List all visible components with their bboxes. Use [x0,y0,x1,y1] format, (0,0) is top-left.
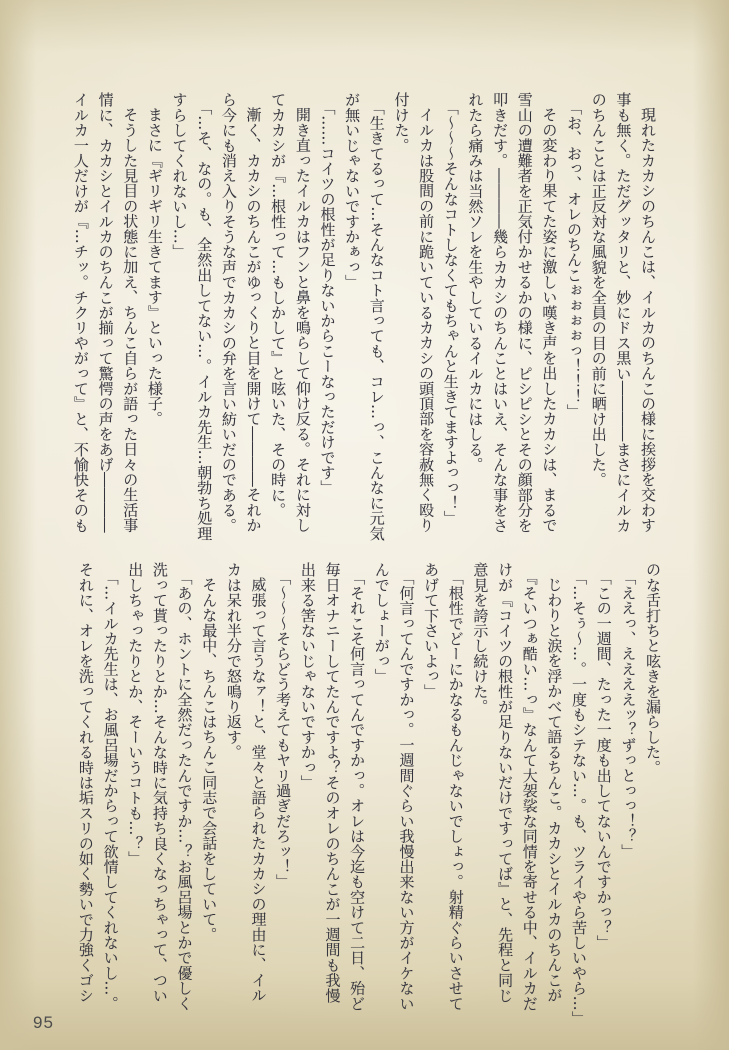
text-column: 「根性でどーにかなるもんじゃないでしょっ。射精ぐらいさせて [446,569,465,1011]
text-column: のな舌打ちと呟きを漏らした。 [644,562,662,775]
text-column: イルカは股間の前に跪いているカカシの頭頂部を容赦無く殴り [417,107,436,533]
text-column: 「…そ、なの。も、全然出してない…。イルカ先生…朝勃ち処理 [195,99,214,541]
text-column: 『そいつぁ酷い…っ』なんて大袈裟な同情を寄せる中、イルカだ [520,569,539,1011]
text-column: 意見を誇示し続けた。 [471,562,490,714]
text-column: てカカシが『…根性って…もしかして』と呟いた、その時に。 [269,92,288,518]
text-column: んでしょーがっ」 [372,562,391,684]
text-column: それに、オレを洗ってくれる時は垢スリの如く勢いで力強くゴシ [76,562,95,1003]
text-column: すらしてくれないし…」 [170,92,189,260]
text-column: 「お、おっ、オレのちんこぉぉぉぉっ！！！」 [565,99,584,419]
text-column: れたら痛みは当然ソレを生やしているイルカにはしる。 [466,92,485,472]
text-column: 「生きてるって…そんなコト言っても、コレ…っ、こんなに元気 [367,99,386,541]
text-column: 「～～～そらどう考えてもヤリ過ぎだろッ！」 [274,569,293,889]
text-column: 「…イルカ先生は、お風呂場だからって欲情してくれないし…。 [101,569,120,1011]
story-text-top-block [68,92,660,541]
text-column: 雪山の遭難者を正気付かせるかの様に、ピシピシとその顔部分を [515,92,534,533]
text-column: カは呆れ半分で怒鳴り返す。 [224,562,243,760]
text-column: 事も無く。ただグッタリと、妙にドス黒い――――まさにイルカ [614,92,633,533]
text-column: そうした見目の状態に加え、ちんこ自らが語った日々の生活事 [121,107,140,533]
text-column: 「何言ってんですかっ。一週間ぐらい我慢出来ない方がイケない [397,569,416,1011]
story-text-bottom-block [73,562,665,1026]
text-column: けが『コイツの根性が足りないだけですってば』と、先程と同じ [496,562,515,1003]
text-column: ら今にも消え入りそうな声でカカシの弁を言い紡いだのである。 [219,92,238,533]
text-column: のちんことは正反対な風貌を全員の目の前に晒け出した。 [589,92,608,488]
text-column: 付けた。 [392,92,411,153]
text-column: 現れたカカシのちんこは、イルカのちんこの様に挨拶を交わす [639,107,657,533]
text-column: 「この一週間、たった一度も出してないんですかっ？」 [594,569,613,950]
text-column: 叩きだす。――――幾らカカシのちんことはいえ、そんな事をさ [491,92,510,533]
text-column: 漸く、カカシのちんこがゆっくりと目を開けて――――それか [244,107,263,533]
text-column: 「あの、ホントに全然だったんですか…？お風呂場とかで優しく [175,569,194,1011]
page-number: 95 [33,1013,54,1032]
text-column: 情に、カカシとイルカのちんこが揃って驚愕の声をあげ―――― [96,92,115,533]
text-column: あげて下さいよっ」 [422,562,441,699]
text-column: 「ええっ、ええええッ？ずっとっっ！？」 [619,569,638,859]
text-column: 開き直ったイルカはフンと鼻を鳴らして仰け反る。それに対し [293,107,312,533]
text-column: 毎日オナニーしてたんですよ？そのオレのちんこが一週間も我慢 [323,562,342,1003]
text-column: じわりと涙を浮かべて語るちんこ。カカシとイルカのちんこが [545,577,564,1003]
text-column: 「…そぅ～…。一度もシテない…。も、ツライやら苦しいやら…」 [570,569,589,1026]
text-column: 出来る筈ないじゃないですかっ」 [298,562,317,790]
text-column: 「……コイツの根性が足りないからこーなっただけです」 [318,99,337,495]
text-column: 洗って貰ったりとか…そんな時に気持ち良くなっちゃって、つい [150,562,169,1003]
text-column: そんな最中、ちんこはちんこ同志で会話をしていて。 [200,577,219,942]
text-column: が無いじゃないですかぁっ」 [343,92,362,290]
text-column: まさに『ギリギリ生きてます』といった様子。 [145,107,164,427]
text-column: イルカ一人だけが『…チッ。チクリやがって』と、不愉快そのも [71,92,90,533]
text-column: その変わり果てた姿に激しい嘆き声を出したカカシは、まるで [540,107,559,533]
text-column: 「それこそ何言ってんですかっ。オレは今迄も空けて二日、殆ど [348,569,367,1011]
text-column: 威張って言うなァ！と、堂々と語られたカカシの理由に、イル [249,577,268,1003]
text-column: 出しちゃったりとか、そーいうコトも…？」 [126,562,145,866]
text-column: 「～～～そんなコトしなくてもちゃんと生きてますよっっ！」 [441,99,460,526]
